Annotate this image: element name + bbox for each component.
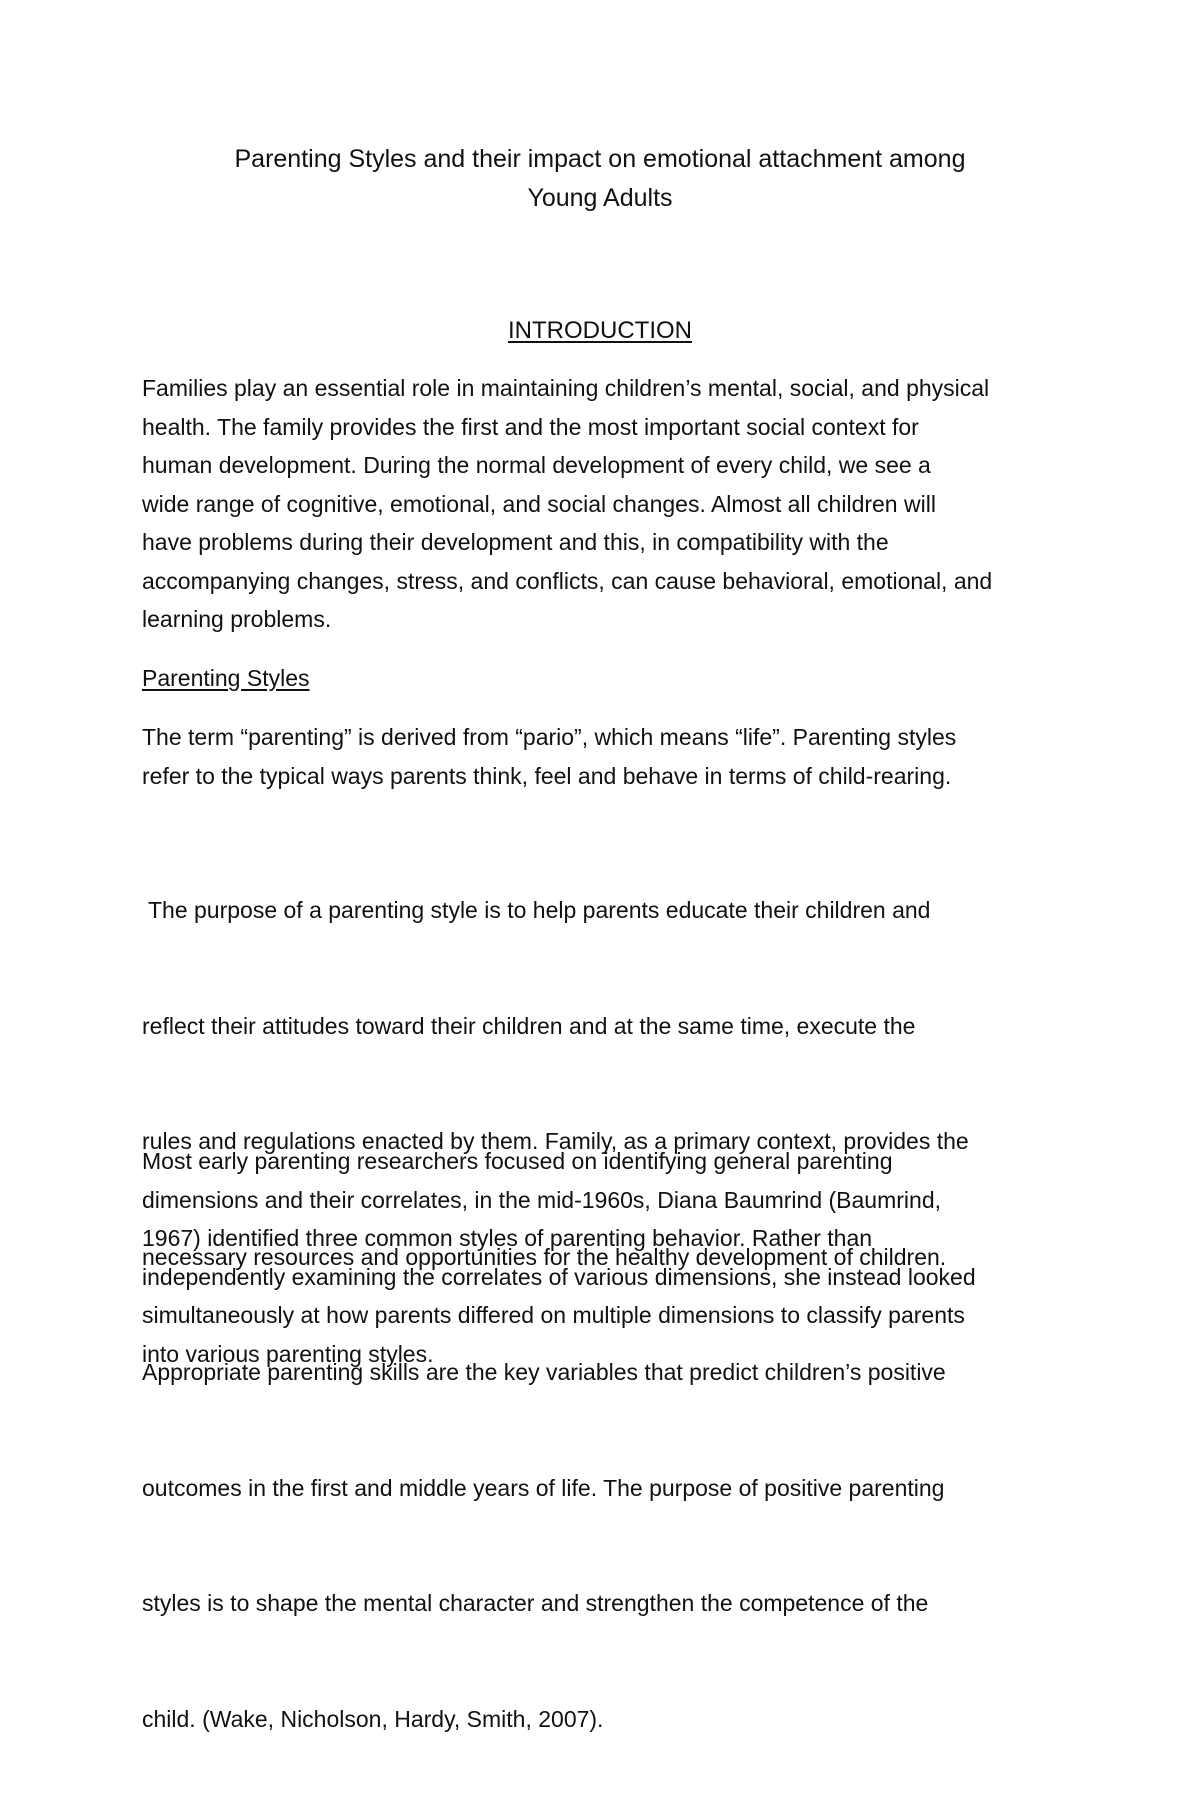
paragraph-line: health. The family provides the first and the most important social context for [142, 413, 919, 440]
paragraph-baumrind [142, 1142, 1082, 1373]
paragraph-definition [142, 718, 1082, 795]
paragraph-introduction [142, 369, 1082, 639]
parenting-styles-heading: Parenting Styles [142, 665, 310, 691]
paragraph-line: accompanying changes, stress, and conflicts, can cause behavioral, emotional, and [142, 567, 993, 594]
paragraph-line: outcomes in the first and middle years of life. The purpose of positive parenting [142, 1474, 945, 1501]
paragraph-line: Appropriate parenting skills are the key variables that predict children’s positive [142, 1359, 946, 1385]
paragraph-line: have problems during their development and this, in compatibility with the [142, 529, 889, 555]
paragraph-line: into various parenting styles. [142, 1340, 434, 1367]
paragraph-line: reflect their attitudes toward their children and at the same time, execute the [142, 1012, 916, 1039]
paragraph-line: Families play an essential role in maintaining children’s mental, social, and physical [142, 375, 990, 401]
paragraph-line: Most early parenting researchers focused on identifying general parenting [142, 1148, 893, 1174]
paragraph-line: The purpose of a parenting style is to help parents educate their children and [142, 897, 931, 923]
paragraph-line: independently examining the correlates of various dimensions, she instead looked [142, 1263, 976, 1290]
paragraph-line: human development. During the normal development of every child, we see a [142, 452, 931, 478]
paragraph-line: rules and regulations enacted by them. Family, as a primary context, provides the [142, 1128, 969, 1154]
introduction-heading: INTRODUCTION [508, 317, 692, 344]
paragraph-line: wide range of cognitive, emotional, and social changes. Almost all children will [142, 490, 936, 517]
title-line: Parenting Styles and their impact on emotional attachment among [234, 145, 966, 173]
paragraph-line: styles is to shape the mental character and strengthen the competence of the [142, 1590, 929, 1616]
paragraph-line: simultaneously at how parents differed on multiple dimensions to classify parents [142, 1302, 965, 1328]
paragraph-line: child. (Wake, Nicholson, Hardy, Smith, 2007). [142, 1705, 604, 1732]
paragraph-line: learning problems. [142, 606, 332, 632]
paragraph-line: refer to the typical ways parents think, feel and behave in terms of child-rearing. [142, 762, 952, 789]
title-line: Young Adults [527, 184, 673, 212]
paragraph-line: 1967) identified three common styles of parenting behavior. Rather than [142, 1225, 873, 1251]
document-title [120, 140, 1080, 218]
paragraph-line: The term “parenting” is derived from “pario”, which means “life”. Parenting styles [142, 724, 957, 750]
paragraph-line: dimensions and their correlates, in the mid-1960s, Diana Baumrind (Baumrind, [142, 1186, 942, 1213]
paragraph-line: necessary resources and opportunities for the healthy development of children. [142, 1243, 947, 1270]
